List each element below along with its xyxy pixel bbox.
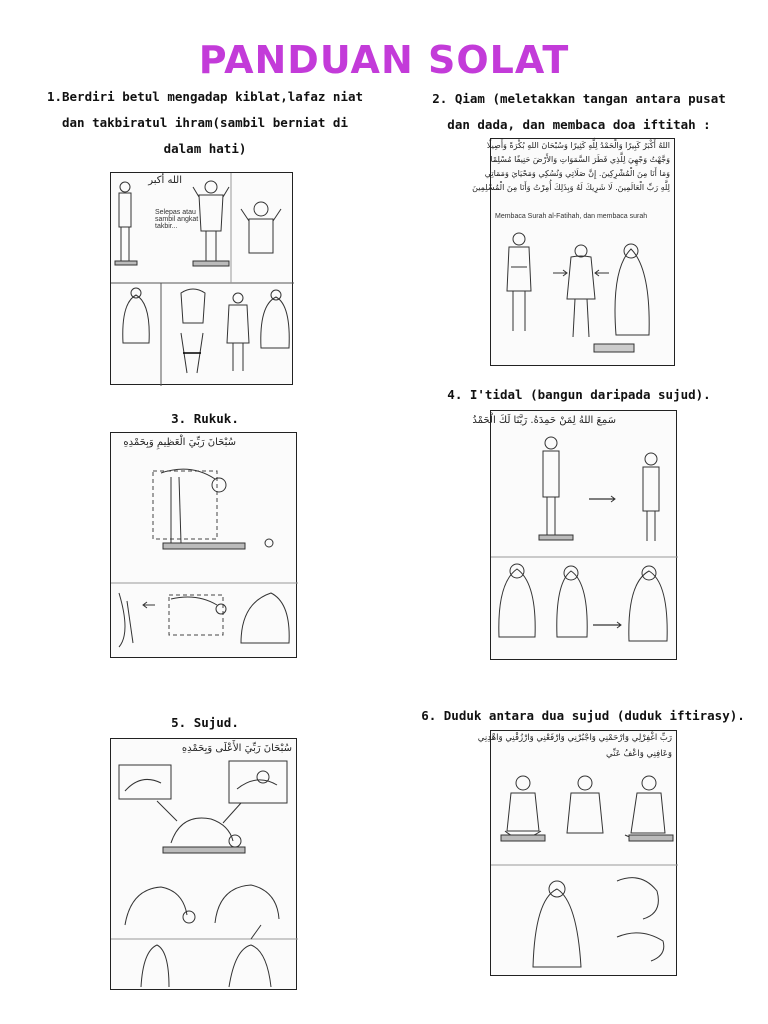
step-1-line-1: 1.Berdiri betul mengadap kiblat,lafaz niat (46, 89, 364, 104)
step-3-arabic: سُبْحَانَ رَبِّيَ الْعَظِيمِ وَبِحَمْدِهِ (123, 437, 236, 448)
step-1-illustration (110, 172, 293, 385)
step-1-line-3: dalam hati) (163, 141, 247, 156)
step-6-illustration (477, 730, 677, 976)
step-5-arabic: سُبْحَانَ رَبِّيَ الأَعْلَى وَبِحَمْدِهِ (181, 743, 292, 754)
step-1-line-2: dan takbiratul ihram(sambil berniat di (62, 115, 348, 130)
step-2-arabic-line-4: لِلَّهِ رَبِّ الْعَالَمِينَ. لَا شَرِيكَ لَهُ وَبِذَلِكَ أُمِرْتُ وَأَنَا مِنَ الْمُسْلِمِينَ (472, 183, 670, 192)
step-3-caption (120, 406, 290, 432)
step-6-arabic-line-1: رَبِّ اغْفِرْلِي وَارْحَمْنِي وَاجْبُرْنِي وَارْفَعْنِي وَارْزُقْنِي وَاهْدِنِي (477, 733, 672, 743)
step-2-arabic-line-2: وَجَّهْتُ وَجْهِيَ لِلَّذِي فَطَرَ السَّمَوَاتِ وَالأَرْضَ حَنِيفًا مُسْلِمًا (490, 155, 670, 164)
step-4-line-1: 4. I'tidal (bangun daripada sujud). (447, 387, 711, 402)
step-5-line-1: 5. Sujud. (171, 715, 239, 730)
step-3-line-1: 3. Rukuk. (171, 411, 239, 426)
step-4-caption (424, 382, 734, 408)
step-2-arabic-line-1: اللهُ أَكْبَرُ كَبِيرًا وَالْحَمْدُ لِلَّهِ كَثِيرًا وَسُبْحَانَ اللهِ بُكْرَةً وَأَصِيلًا (486, 141, 670, 150)
step-2-illustration (472, 138, 675, 366)
page-title: PANDUAN SOLAT (198, 38, 570, 82)
step-2-line-2: dan dada, dan membaca doa iftitah : (447, 117, 711, 132)
step-6-caption (398, 703, 768, 729)
step-2-note: Membaca Surah al-Fatihah, dan membaca surah (495, 213, 648, 220)
step-4-illustration (472, 410, 677, 660)
step-5-illustration (110, 738, 297, 990)
step-5-caption (120, 710, 290, 736)
step-2-arabic-line-3: وَمَا أَنَا مِنَ الْمُشْرِكِينَ. إِنَّ صَلَاتِي وَنُسُكِي وَمَحْيَايَ وَمَمَاتِي (484, 169, 670, 178)
step-3-illustration (110, 432, 297, 658)
step-1-arabic-note: الله أكبر (148, 175, 182, 186)
step-4-arabic: سَمِعَ اللهُ لِمَنْ حَمِدَهُ. رَبَّنَا لَكَ الْحَمْدُ (472, 415, 616, 426)
step-2-caption (398, 86, 760, 138)
step-2-line-1: 2. Qiam (meletakkan tangan antara pusat (432, 91, 726, 106)
step-6-line-1: 6. Duduk antara dua sujud (duduk iftirasy). (421, 708, 745, 723)
step-1-small-note: Selepas atau sambil angkat takbir... (155, 209, 199, 230)
step-1-caption (30, 84, 380, 162)
step-6-arabic-line-2: وَعَافِنِي وَاعْفُ عَنِّي (606, 749, 672, 759)
